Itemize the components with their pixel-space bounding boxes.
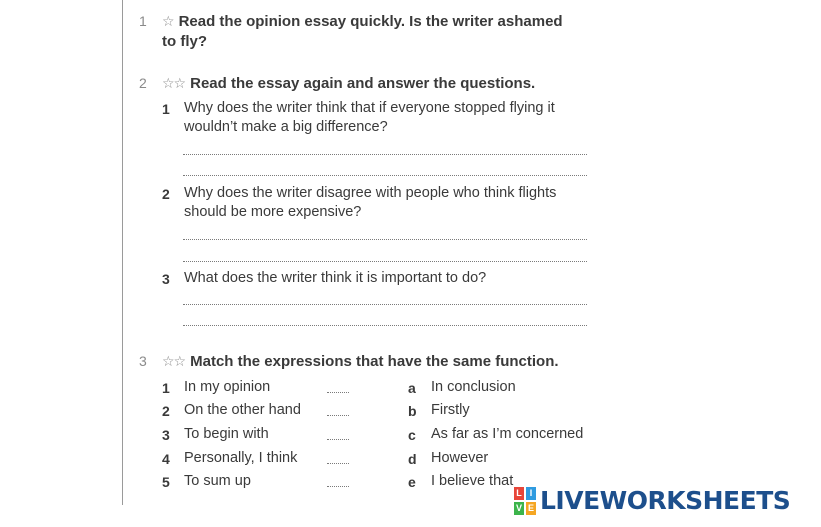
- match-left-number: 4: [162, 451, 170, 467]
- match-right-letter: c: [408, 427, 416, 443]
- match-left-text: To begin with: [184, 426, 269, 442]
- match-answer-blank[interactable]: [327, 415, 349, 416]
- match-left-number: 1: [162, 380, 170, 396]
- answer-line[interactable]: [183, 261, 587, 262]
- match-right-text: In conclusion: [431, 379, 516, 395]
- question-3-text: What does the writer think it is important to do?: [184, 270, 487, 286]
- answer-line[interactable]: [183, 175, 587, 176]
- question-2-text: Why does the writer disagree with people who think flights should be more expensive?: [184, 185, 557, 220]
- answer-line[interactable]: [183, 304, 587, 305]
- match-right-letter: b: [408, 403, 417, 419]
- exercise-3-number: 3: [139, 353, 147, 369]
- answer-line[interactable]: [183, 154, 587, 155]
- star-icon: ☆☆: [162, 75, 186, 91]
- match-right-letter: e: [408, 474, 416, 490]
- match-answer-blank[interactable]: [327, 463, 349, 464]
- answer-line[interactable]: [183, 325, 587, 326]
- match-left-number: 2: [162, 403, 170, 419]
- match-right-letter: d: [408, 451, 417, 467]
- star-icon: ☆: [162, 13, 174, 29]
- question-1-text: Why does the writer think that if everyone stopped flying it wouldn’t make a big difference?: [184, 100, 555, 135]
- exercise-1-title: ☆ Read the opinion essay quickly. Is the writer ashamed to fly?: [162, 13, 563, 50]
- question-2-number: 2: [162, 186, 170, 202]
- match-answer-blank[interactable]: [327, 392, 349, 393]
- question-1-number: 1: [162, 101, 170, 117]
- liveworksheets-logo: [514, 486, 790, 516]
- match-left-number: 5: [162, 474, 170, 490]
- match-left-text: In my opinion: [184, 379, 271, 395]
- star-icon: ☆☆: [162, 353, 186, 369]
- exercise-3-title: ☆☆ Match the expressions that have the same function.: [162, 353, 559, 370]
- match-right-text: As far as I’m concerned: [431, 426, 584, 442]
- match-right-text: I believe that: [431, 473, 514, 489]
- match-right-letter: a: [408, 380, 416, 396]
- exercise-2-title: ☆☆ Read the essay again and answer the questions.: [162, 75, 536, 92]
- match-left-text: Personally, I think: [184, 450, 298, 466]
- match-right-text: Firstly: [431, 402, 470, 418]
- match-answer-blank[interactable]: [327, 486, 349, 487]
- match-left-number: 3: [162, 427, 170, 443]
- match-right-text: However: [431, 450, 489, 466]
- exercise-1-number: 1: [139, 13, 147, 29]
- margin-line: [122, 0, 123, 505]
- answer-line[interactable]: [183, 239, 587, 240]
- match-answer-blank[interactable]: [327, 439, 349, 440]
- question-3-number: 3: [162, 271, 170, 287]
- liveworksheets-logo-icon: L I V E: [515, 488, 534, 513]
- match-left-text: To sum up: [184, 473, 251, 489]
- match-left-text: On the other hand: [184, 402, 301, 418]
- liveworksheets-logo-text: LIVEWORKSHEETS: [540, 486, 791, 515]
- exercise-2-number: 2: [139, 75, 147, 91]
